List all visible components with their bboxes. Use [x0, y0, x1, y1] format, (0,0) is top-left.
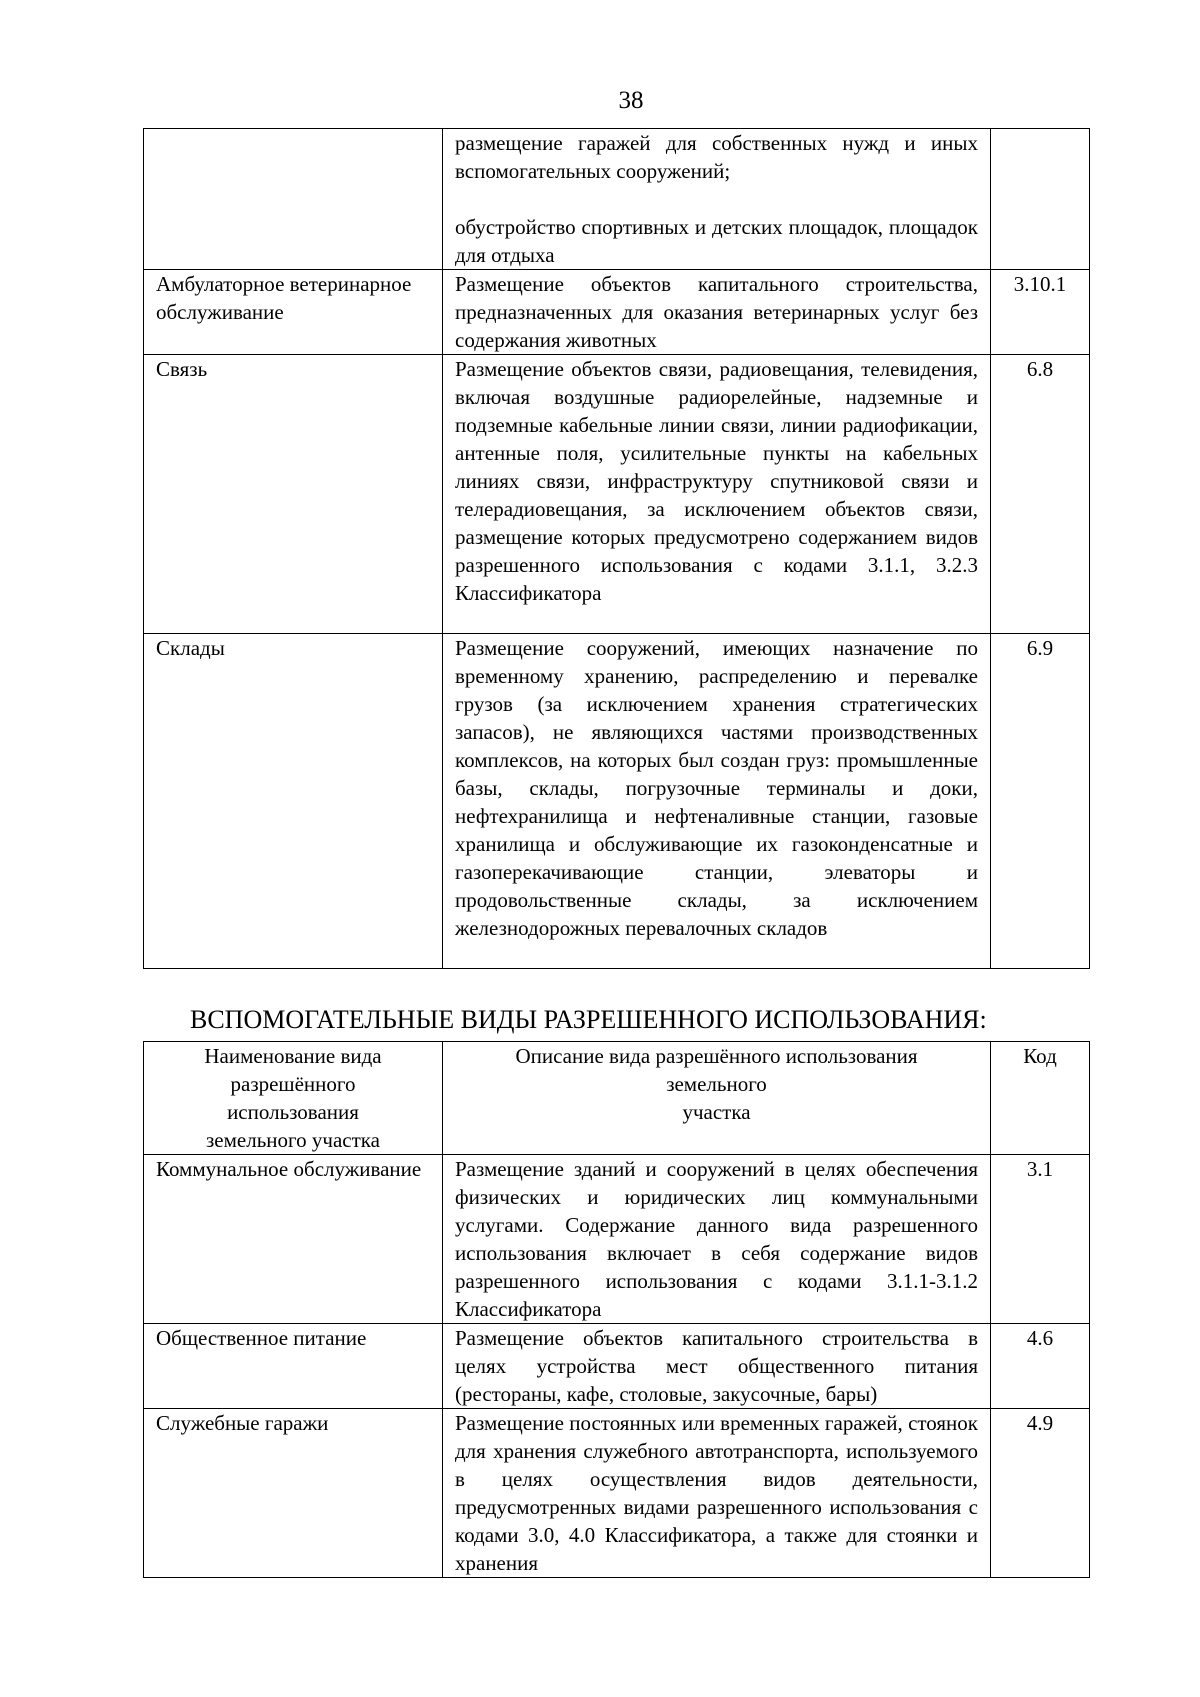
description-paragraph: обустройство спортивных и детских площадок, площадок для отдыха — [455, 215, 978, 267]
use-code-cell: 6.9 — [991, 634, 1090, 969]
description-paragraph: размещение гаражей для собственных нужд и иных вспомогательных сооружений; — [455, 131, 978, 183]
use-name-cell: Общественное питание — [144, 1324, 443, 1409]
table-row — [144, 1155, 1090, 1324]
table-row — [144, 270, 1090, 355]
use-description-cell: Размещение объектов связи, радиовещания, телевидения, включая воздушные радиорелейные, надземные и подземные кабельные линии связи, линии радиофикации, антенные поля, усилительные пункты на кабельных линиях связи, инфраструктуру спутниковой связи и телерадиовещания, за исключением объектов связи, размещение которых предусмотрено содержанием видов разрешенного использования с кодами 3.1.1, 3.2.3 Классификатора — [443, 355, 991, 634]
use-name-cell: Служебные гаражи — [144, 1409, 443, 1578]
use-code-cell: 3.1 — [991, 1155, 1090, 1324]
table-row — [144, 1324, 1090, 1409]
use-description-cell: Размещение объектов капитального строительства, предназначенных для оказания ветеринарных услуг без содержания животных — [443, 270, 991, 355]
table-row — [144, 634, 1090, 969]
use-description-cell: Размещение постоянных или временных гаражей, стоянок для хранения служебного автотранспорта, используемого в целях осуществления видов деятельности, предусмотренных видами разрешенного использования с кодами 3.0, 4.0 Классификатора, а также для стоянки и хранения — [443, 1409, 991, 1578]
use-name-cell: Амбулаторное ветеринарное обслуживание — [144, 270, 443, 355]
table-header-row — [144, 1042, 1090, 1155]
column-header-name: Наименование вида разрешённого использования земельного участка — [144, 1042, 443, 1155]
table-row — [144, 1409, 1090, 1578]
use-description-cell: Размещение сооружений, имеющих назначение по временному хранению, распределению и перевалке грузов (за исключением хранения стратегических запасов), не являющихся частями производственных комплексов, на которых был создан груз: промышленные базы, склады, погрузочные терминалы и доки, нефтехранилища и нефтеналивные станции, газовые хранилища и обслуживающие их газоконденсатные и газоперекачивающие станции, элеваторы и продовольственные склады, за исключением железнодорожных перевалочных складов — [443, 634, 991, 969]
use-code-cell: 4.6 — [991, 1324, 1090, 1409]
use-name-cell: Связь — [144, 355, 443, 634]
header-line: участка — [682, 1100, 751, 1124]
use-description-cell: Размещение объектов капитального строительства в целях устройства мест общественного питания (рестораны, кафе, столовые, закусочные, бары) — [443, 1324, 991, 1409]
table-row — [144, 129, 1090, 270]
header-line: Описание вида разрешённого использования — [515, 1044, 918, 1068]
use-code-cell: 4.9 — [991, 1409, 1090, 1578]
section-heading: ВСПОМОГАТЕЛЬНЫЕ ВИДЫ РАЗРЕШЕННОГО ИСПОЛЬЗОВАНИЯ: — [190, 1005, 987, 1034]
column-header-code: Код — [991, 1042, 1090, 1155]
use-name-cell: Коммунальное обслуживание — [144, 1155, 443, 1324]
use-description-cell: Размещение зданий и сооружений в целях обеспечения физических и юридических лиц коммунальными услугами. Содержание данного вида разрешенного использования включает в себя содержание видов разрешенного использования с кодами 3.1.1-3.1.2 Классификатора — [443, 1155, 991, 1324]
use-name-cell — [144, 129, 443, 270]
header-line: земельного — [666, 1072, 767, 1096]
land-use-table-auxiliary — [143, 1041, 1090, 1578]
use-description-cell — [443, 129, 991, 270]
column-header-description — [443, 1042, 991, 1155]
use-code-cell — [991, 129, 1090, 270]
use-code-cell: 3.10.1 — [991, 270, 1090, 355]
page-number: 38 — [618, 87, 644, 114]
land-use-table-main — [143, 128, 1090, 969]
use-name-cell: Склады — [144, 634, 443, 969]
table-row — [144, 355, 1090, 634]
use-code-cell: 6.8 — [991, 355, 1090, 634]
